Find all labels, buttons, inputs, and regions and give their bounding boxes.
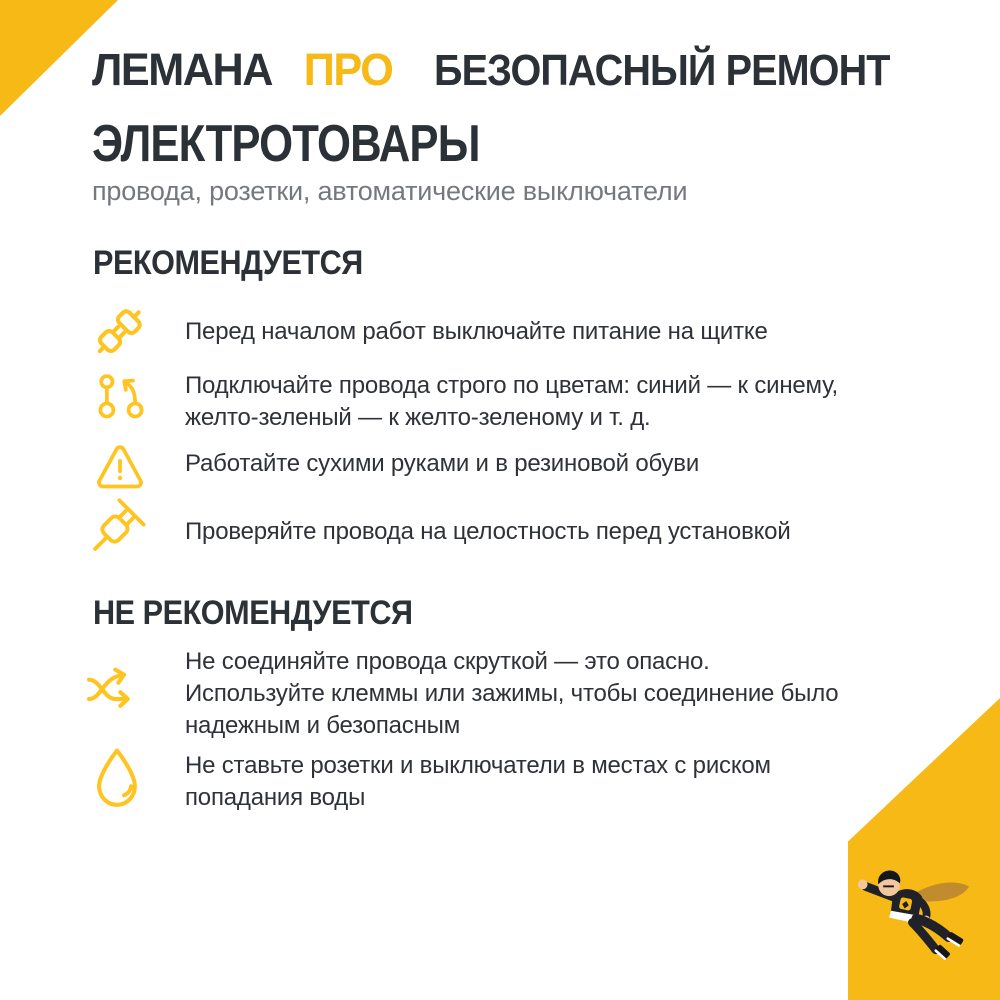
section-heading-not-recommended: НЕ РЕКОМЕНДУЕТСЯ — [93, 594, 413, 632]
brand-logo — [92, 44, 392, 96]
list-item — [185, 448, 915, 480]
warning-triangle-icon — [93, 441, 147, 491]
list-item-text: Подключайте провода строго по цветам: синий — к синему, — [185, 372, 838, 399]
shuffle-icon — [84, 660, 144, 718]
list-item-text: Не ставьте розетки и выключатели в местах с риском — [185, 752, 771, 779]
brand-logo-primary: ЛЕМАНА — [92, 44, 273, 95]
list-item-text: Используйте клеммы или зажимы, чтобы соединение было — [185, 680, 839, 707]
plug-disconnect-icon — [90, 303, 148, 361]
program-title: БЕЗОПАСНЫЙ РЕМОНТ — [434, 46, 890, 95]
section-heading-recommended: РЕКОМЕНДУЕТСЯ — [93, 244, 363, 282]
flying-handyman-mascot — [850, 860, 972, 968]
list-item-text: Перед началом работ выключайте питание на щитке — [185, 318, 768, 345]
list-item-text: желто-зеленый — к желто-зеленому и т. д. — [185, 404, 651, 431]
color-wiring-icon — [96, 371, 146, 425]
page-title: ЭЛЕКТРОТОВАРЫ — [92, 115, 480, 173]
list-item-text: Проверяйте провода на целостность перед установкой — [185, 518, 791, 545]
page-subtitle: провода, розетки, автоматические выключатели — [92, 176, 688, 206]
plug-icon — [85, 495, 149, 559]
list-item — [185, 516, 915, 548]
list-item — [185, 750, 915, 814]
list-item-text: надежным и безопасным — [185, 712, 461, 739]
list-item-text: попадания воды — [185, 784, 366, 811]
list-item-text: Работайте сухими руками и в резиновой обуви — [185, 450, 700, 477]
list-item — [185, 316, 915, 348]
water-drop-icon — [94, 746, 140, 810]
list-item — [185, 370, 915, 434]
brand-logo-accent: ПРО — [303, 44, 393, 95]
list-item-text: Не соединяйте провода скруткой — это опасно. — [185, 648, 710, 675]
list-item — [185, 646, 915, 742]
